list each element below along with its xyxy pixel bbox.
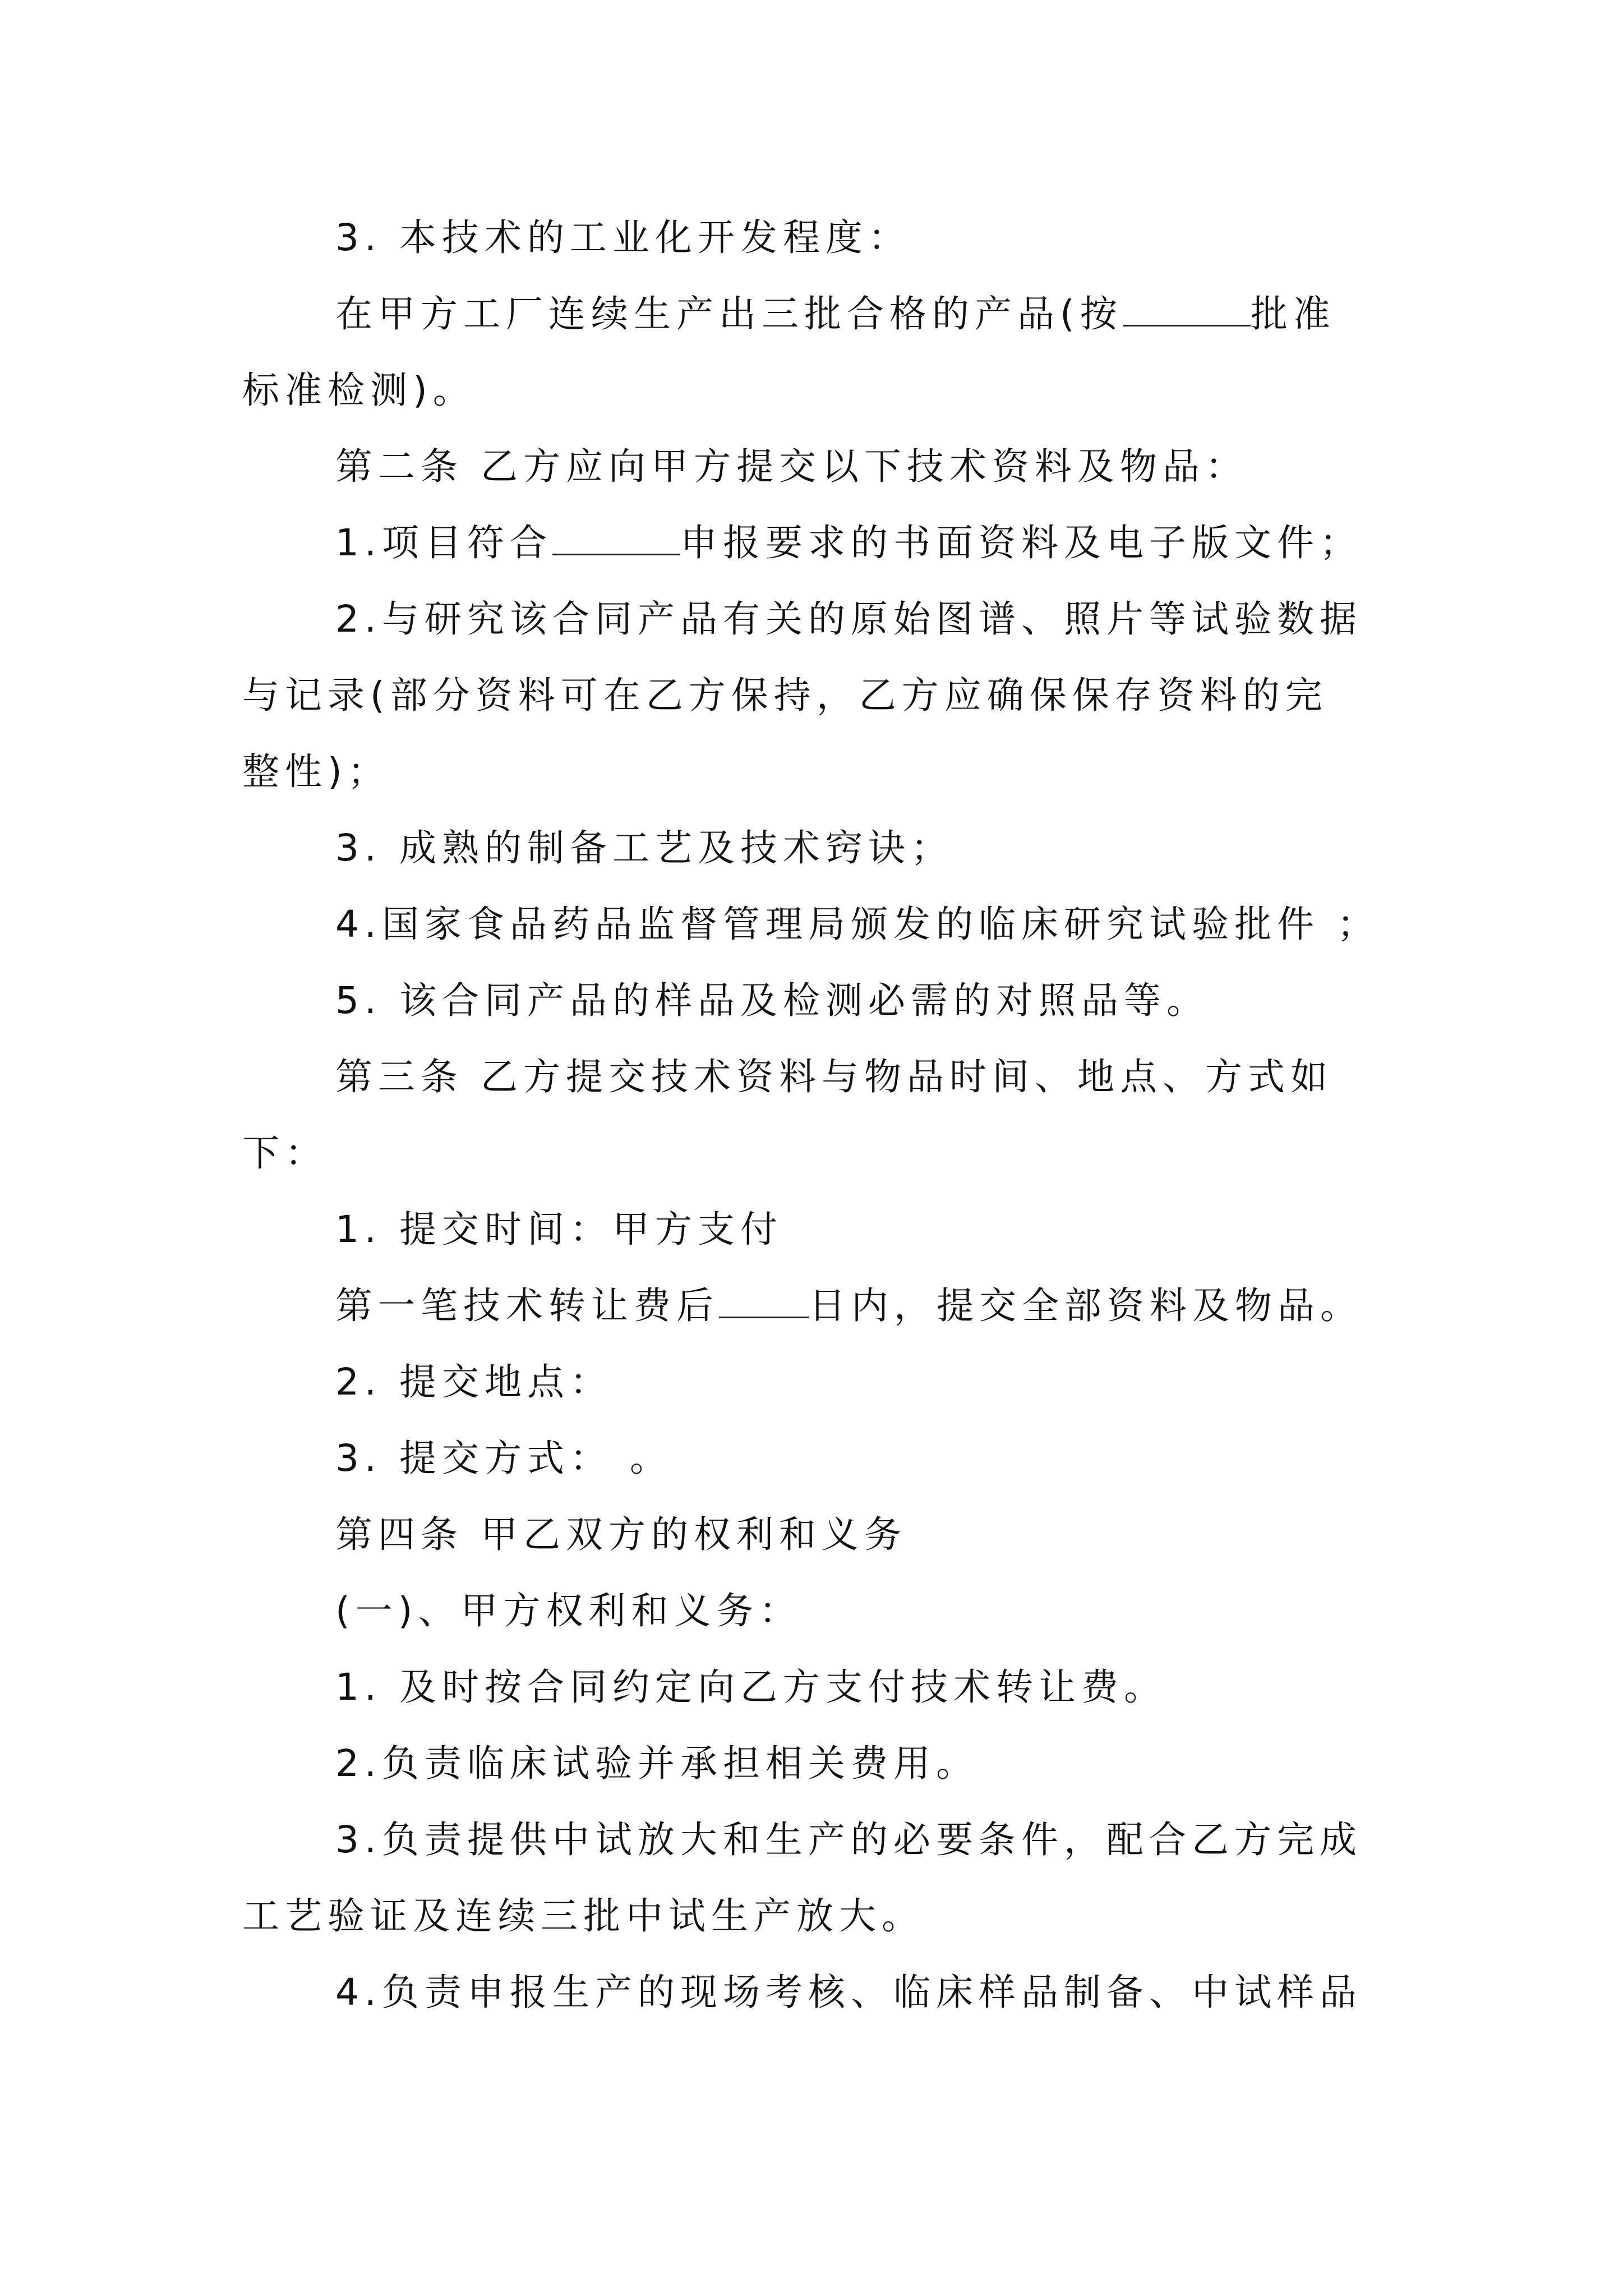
line-a-duty-3-end: 工艺验证及连续三批中试生产放大。	[242, 1894, 924, 1938]
line-industrial-dev-heading: 3. 本技术的工业化开发程度：	[335, 216, 911, 259]
line-article-4: 第四条 甲乙双方的权利和义务	[335, 1513, 907, 1556]
line-a-duty-1: 1. 及时按合同约定向乙方支付技术转让费。	[335, 1665, 1166, 1709]
line-first-payment: 第一笔技术转让费后 日内，提交全部资料及物品。	[335, 1284, 1363, 1327]
line-standard-test: 标准检测)。	[242, 369, 476, 412]
line-a-duty-4: 4.负责申报生产的现场考核、临床样品制备、中试样品	[335, 1971, 1362, 2014]
line-item-2-end: 整性)；	[242, 750, 390, 793]
line-a-duty-3: 3.负责提供中试放大和生产的必要条件，配合乙方完成	[335, 1818, 1362, 1861]
line-item-3: 3. 成熟的制备工艺及技术窍诀；	[335, 826, 953, 869]
blank-underline	[1123, 293, 1251, 326]
line-item-2: 2.与研究该合同产品有关的原始图谱、照片等试验数据	[335, 597, 1362, 641]
line-article-2: 第二条 乙方应向甲方提交以下技术资料及物品：	[335, 445, 1248, 488]
line-item-1: 1.项目符合 申报要求的书面资料及电子版文件；	[335, 521, 1362, 564]
line-item-4: 4.国家食品药品监督管理局颁发的临床研究试验批件 ；	[335, 903, 1380, 946]
line-submit-method: 3. 提交方式： 。	[335, 1437, 672, 1480]
line-three-batches: 在甲方工厂连续生产出三批合格的产品(按 批准	[335, 292, 1336, 335]
line-submit-place: 2. 提交地点：	[335, 1360, 612, 1404]
blank-underline	[719, 1285, 809, 1318]
line-item-5: 5. 该合同产品的样品及检测必需的对照品等。	[335, 979, 1209, 1022]
line-party-a-heading: (一)、甲方权利和义务：	[335, 1589, 802, 1632]
line-a-duty-2: 2.负责临床试验并承担相关费用。	[335, 1742, 979, 1785]
line-article-3: 第三条 乙方提交技术资料与物品时间、地点、方式如	[335, 1055, 1333, 1098]
line-item-2-cont: 与记录(部分资料可在乙方保持，乙方应确保保存资料的完	[242, 674, 1328, 717]
blank-underline	[552, 522, 680, 555]
line-submit-time: 1. 提交时间：甲方支付	[335, 1208, 783, 1251]
line-article-3-end: 下：	[242, 1131, 328, 1175]
